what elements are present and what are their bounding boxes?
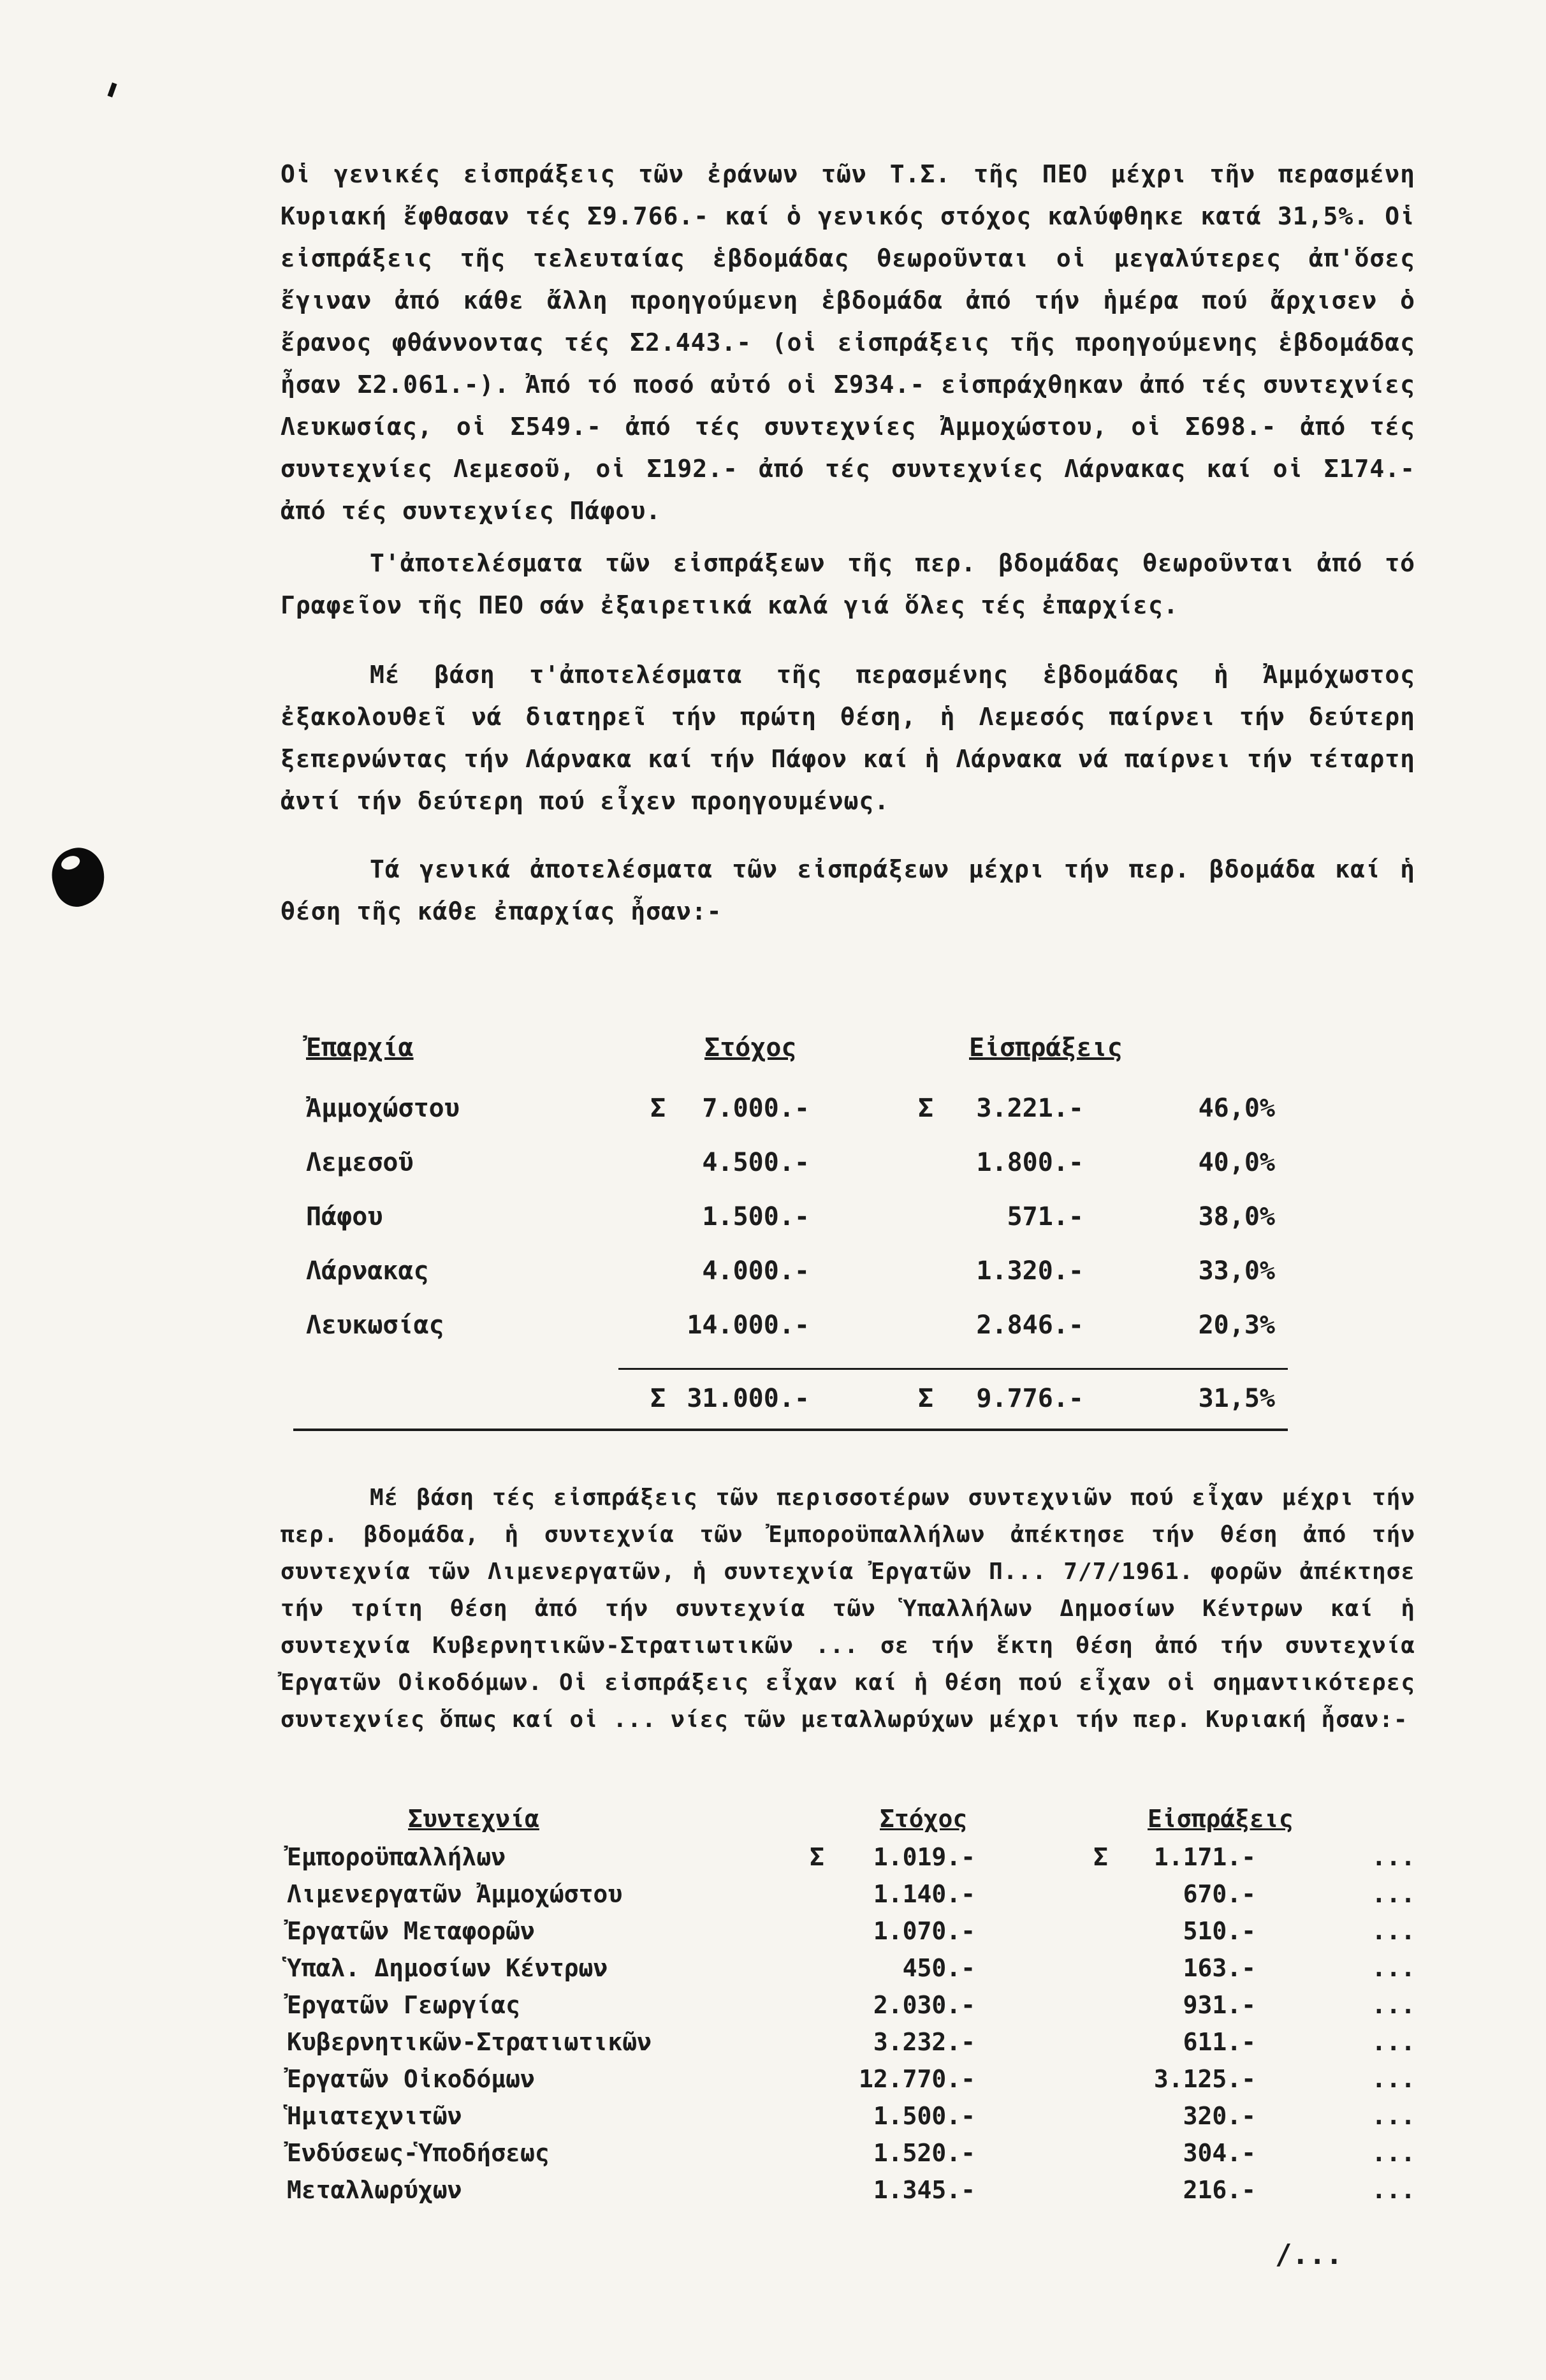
target-value: 4.500.-	[702, 1148, 810, 1177]
total-rule-bottom	[293, 1429, 1288, 1431]
percent-value: 38,0%	[1198, 1202, 1275, 1231]
percent-value: 40,0%	[1198, 1148, 1275, 1177]
table-row	[287, 2102, 1434, 2140]
percent-value: ...	[1371, 1843, 1415, 1871]
collected-value: 2.846.-	[976, 1311, 1084, 1340]
header-target: Στόχος	[704, 1033, 797, 1062]
union-name: Ἡμιατεχνιτῶν	[287, 2102, 462, 2130]
collected-value: 611.-	[1183, 2028, 1256, 2056]
union-name: Ἐργατῶν Μεταφορῶν	[287, 1917, 535, 1945]
continuation-mark: /...	[1275, 2238, 1343, 2271]
collected-value: 670.-	[1183, 1880, 1256, 1908]
percent-value: ...	[1371, 1991, 1415, 2019]
table-total-row	[293, 1384, 1313, 1422]
percent-value: ...	[1371, 2102, 1415, 2130]
collected-value: 3.125.-	[1153, 2065, 1256, 2093]
target-value: 1.520.-	[873, 2139, 975, 2167]
percent-value: ...	[1371, 1880, 1415, 1908]
currency-symbol: Σ	[1093, 1843, 1108, 1871]
collected-value: 1.800.-	[976, 1148, 1084, 1177]
percent-value: 20,3%	[1198, 1311, 1275, 1340]
percent-value: ...	[1371, 2139, 1415, 2167]
target-value: 1.345.-	[873, 2176, 975, 2204]
target-value: 7.000.-	[702, 1094, 810, 1123]
header-union: Συντεχνία	[408, 1805, 539, 1833]
table-row	[293, 1202, 1441, 1240]
table-row	[287, 1880, 1434, 1918]
union-name: Ἐργατῶν Οἰκοδόμων	[287, 2065, 535, 2093]
target-value: 1.019.-	[873, 1843, 975, 1871]
percent-value: 33,0%	[1198, 1256, 1275, 1286]
target-value: 1.500.-	[702, 1202, 810, 1231]
total-rule-top	[618, 1368, 1288, 1370]
header-province: Ἐπαρχία	[306, 1033, 414, 1062]
percent-value: ...	[1371, 1954, 1415, 1982]
target-value: 1.140.-	[873, 1880, 975, 1908]
province-name: Λεμεσοῦ	[306, 1148, 414, 1177]
total-collected: 9.776.-	[976, 1384, 1084, 1413]
table-row	[287, 2139, 1434, 2177]
paragraph-4: Τά γενικά ἀποτελέσματα τῶν εἰσπράξεων μέχρι τήν περ. βδομάδα καί ἡ θέση τῆς κάθε ἐπαρχίας ἦσαν:-	[281, 855, 1415, 925]
collected-value: 216.-	[1183, 2176, 1256, 2204]
province-name: Λευκωσίας	[306, 1311, 444, 1340]
union-name: Μεταλλωρύχων	[287, 2176, 462, 2204]
target-value: 4.000.-	[702, 1256, 810, 1286]
paragraph-3: Μέ βάση τ'ἀποτελέσματα τῆς περασμένης ἑβδομάδας ἡ Ἀμμόχωστος ἐξακολουθεῖ νά διατηρεῖ τήν πρώτη θέση, ἡ Λεμεσός παίρνει τήν δεύτερη ξεπερνώντας τήν Λάρνακα καί τήν Πάφον καί ἡ Λάρνακα νά παίρνει τήν τέταρτη ἀντί τήν δεύτερη πού εἶχεν προηγουμένως.	[281, 661, 1415, 815]
collected-value: 163.-	[1183, 1954, 1256, 1982]
union-name: Ἐργατῶν Γεωργίας	[287, 1991, 521, 2019]
collected-value: 304.-	[1183, 2139, 1256, 2167]
table-header	[293, 1033, 1313, 1071]
province-name: Ἀμμοχώστου	[306, 1094, 460, 1123]
percent-value: ...	[1371, 2028, 1415, 2056]
table-row	[287, 1991, 1434, 2029]
union-name: Κυβερνητικῶν-Στρατιωτικῶν	[287, 2028, 652, 2056]
paragraph-1: Οἱ γενικές εἰσπράξεις τῶν ἐράνων τῶν Τ.Σ. τῆς ΠΕΟ μέχρι τῆν περασμένη Κυριακή ἔφθασαν τές Σ9.766.- καί ὁ γενικός στόχος καλύφθηκε κατά 31,5%. Οἱ εἰσπράξεις τῆς τελευταίας ἑβδομάδας θεωροῦνται οἱ μεγαλύτερες ἀπ'ὅσες ἔγιναν ἀπό κάθε ἄλλη προηγούμενη ἑβδομάδα ἀπό τήν ἡμέρα πού ἄρχισεν ὁ ἔρανος φθάννοντας τές Σ2.443.- (οἱ εἰσπράξεις τῆς προηγούμενης ἑβδομάδας ἦσαν Σ2.061.-). Ἀπό τό ποσό αὐτό οἱ Σ934.- εἰσπράχθηκαν ἀπό τές συντεχνίες Λευκωσίας, οἱ Σ549.- ἀπό τές συντεχνίες Ἀμμοχώστου, οἱ Σ698.- ἀπό τές συντεχνίες Λεμεσοῦ, οἱ Σ192.- ἀπό τές συντεχνίες Λάρνακας καί οἱ Σ174.- ἀπό τές συντεχνίες Πάφου.	[281, 160, 1415, 525]
table-row	[287, 2065, 1434, 2103]
currency-symbol: Σ	[810, 1843, 824, 1871]
ink-blot	[44, 841, 113, 913]
paragraph-2: Τ'ἀποτελέσματα τῶν εἰσπράξεων τῆς περ. βδομάδας θεωροῦνται ἀπό τό Γραφεῖον τῆς ΠΕΟ σάν ἐξαιρετικά καλά γιά ὅλες τές ἐπαρχίες.	[281, 549, 1415, 619]
total-currency-1: Σ	[650, 1384, 666, 1413]
percent-value: 46,0%	[1198, 1094, 1275, 1123]
total-target: 31.000.-	[687, 1384, 810, 1413]
target-value: 2.030.-	[873, 1991, 975, 2019]
header-target: Στόχος	[880, 1805, 968, 1833]
collected-value: 931.-	[1183, 1991, 1256, 2019]
table-row	[287, 2176, 1434, 2214]
collected-value: 1.171.-	[1153, 1843, 1256, 1871]
paragraph-5: Μέ βάση τές εἰσπράξεις τῶν περισσοτέρων συντεχνιῶν πού εἶχαν μέχρι τήν περ. βδομάδα, ἡ συντεχνία τῶν Ἐμποροϋπαλλήλων ἀπέκτησε τήν θέση ἀπό τήν συντεχνία τῶν Λιμενεργατῶν, ἡ συντεχνία Ἐργατῶν Π... 7/7/1961. φορῶν ἀπέκτησε τήν τρίτη θέση ἀπό τήν συντεχνία τῶν Ὑπαλλήλων Δημοσίων Κέντρων καί ἡ συντεχνία Κυβερνητικῶν-Στρατιωτικῶν ... σε τήν ἕκτη θέση ἀπό τήν συντεχνία Ἐργατῶν Οἰκοδόμων. Οἱ εἰσπράξεις εἶχαν καί ἡ θέση πού εἶχαν οἱ σημαντικότερες συντεχνίες ὅπως καί οἱ ... νίες τῶν μεταλλωρύχων μέχρι τήν περ. Κυριακή ἦσαν:-	[281, 1485, 1415, 1733]
percent-value: ...	[1371, 2065, 1415, 2093]
table-row	[293, 1094, 1441, 1132]
pen-mark	[107, 82, 117, 97]
unions-table	[287, 1805, 1434, 2226]
currency-symbol: Σ	[918, 1094, 934, 1123]
percent-value: ...	[1371, 2176, 1415, 2204]
total-currency-2: Σ	[918, 1384, 934, 1413]
table-header	[287, 1805, 1434, 1843]
table-row	[293, 1148, 1441, 1186]
province-name: Πάφου	[306, 1202, 383, 1231]
union-name: Ὑπαλ. Δημοσίων Κέντρων	[287, 1954, 608, 1982]
collected-value: 1.320.-	[976, 1256, 1084, 1286]
table-row	[287, 1843, 1434, 1881]
header-collected: Εἰσπράξεις	[1148, 1805, 1294, 1833]
union-name: Λιμενεργατῶν Ἀμμοχώστου	[287, 1880, 623, 1908]
header-collected: Εἰσπράξεις	[969, 1033, 1123, 1062]
table-row	[287, 1954, 1434, 1992]
collected-value: 571.-	[1007, 1202, 1084, 1231]
currency-symbol: Σ	[650, 1094, 666, 1123]
table-row	[293, 1311, 1441, 1349]
province-name: Λάρνακας	[306, 1256, 429, 1286]
target-value: 14.000.-	[687, 1311, 810, 1340]
target-value: 3.232.-	[873, 2028, 975, 2056]
target-value: 12.770.-	[858, 2065, 975, 2093]
target-value: 1.500.-	[873, 2102, 975, 2130]
provinces-table	[293, 1033, 1313, 1467]
collected-value: 3.221.-	[976, 1094, 1084, 1123]
percent-value: ...	[1371, 1917, 1415, 1945]
union-name: Ἐνδύσεως-Ὑποδήσεως	[287, 2139, 550, 2167]
table-row	[287, 1917, 1434, 1955]
collected-value: 510.-	[1183, 1917, 1256, 1945]
table-row	[287, 2028, 1434, 2066]
union-name: Ἐμποροϋπαλλήλων	[287, 1843, 506, 1871]
target-value: 450.-	[902, 1954, 975, 1982]
collected-value: 320.-	[1183, 2102, 1256, 2130]
table-row	[293, 1256, 1441, 1295]
total-percent: 31,5%	[1198, 1384, 1275, 1413]
target-value: 1.070.-	[873, 1917, 975, 1945]
